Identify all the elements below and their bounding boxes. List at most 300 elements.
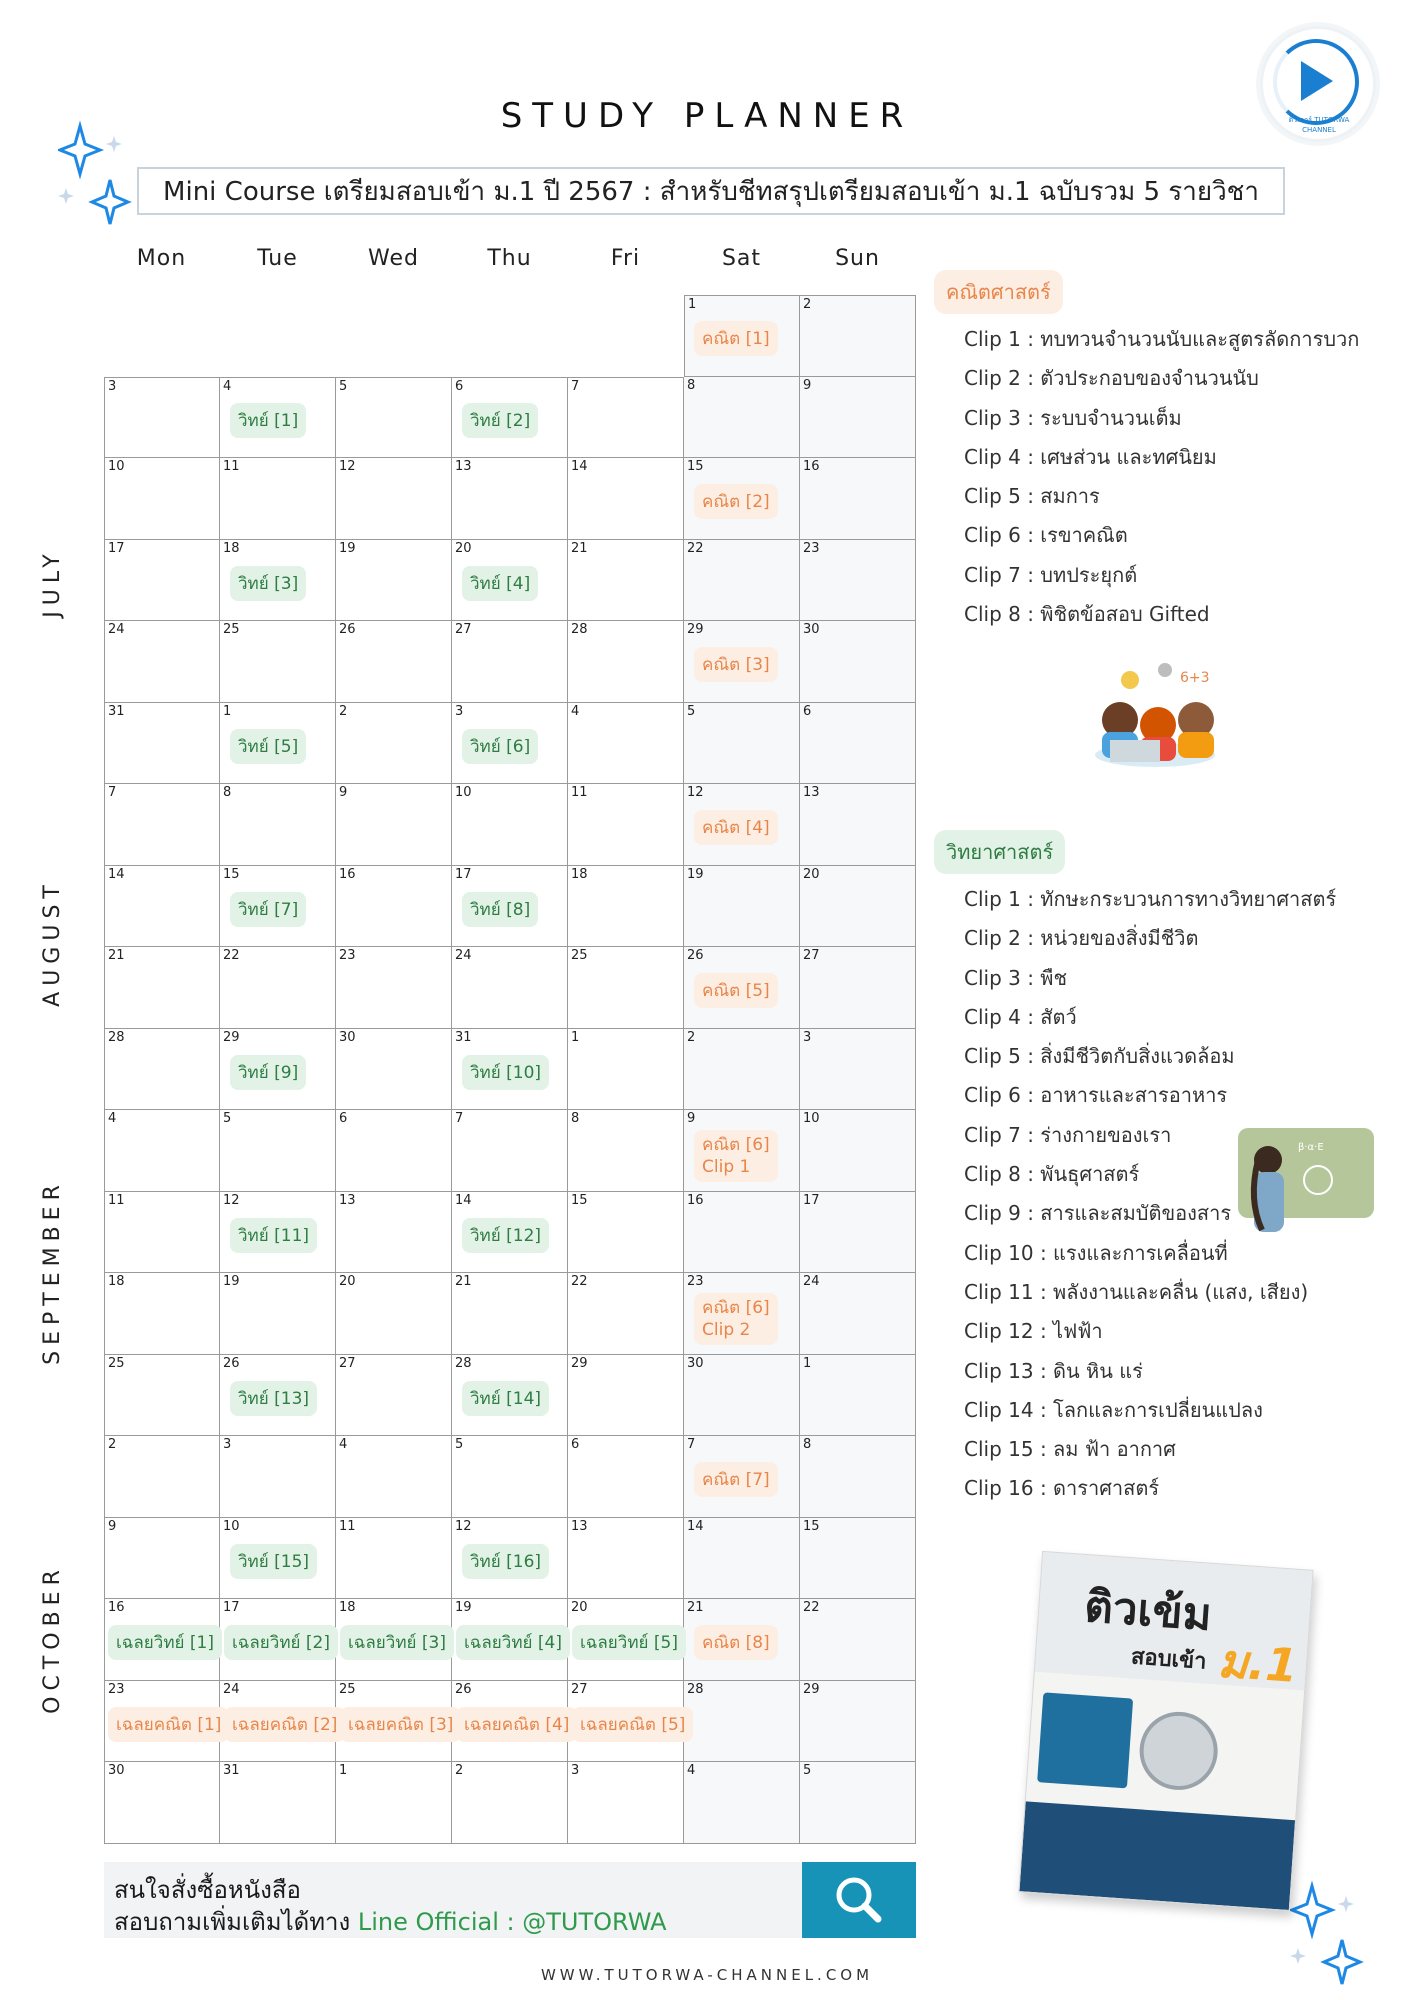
session-label: คณิต [5]: [702, 981, 770, 1001]
footer-line2-prefix: สอบถามเพิ่มเติมได้ทาง: [114, 1908, 358, 1936]
math-session-tag: [572, 1707, 693, 1742]
day-header-fri: Fri: [610, 246, 641, 271]
day-number: 6: [803, 703, 812, 719]
math-session-tag: [694, 973, 778, 1008]
session-label: วิทย์ [5]: [238, 736, 299, 757]
day-number: 15: [223, 866, 240, 882]
day-number: 5: [687, 703, 696, 719]
science-session-tag: [230, 729, 306, 764]
day-number: 9: [339, 785, 348, 800]
day-number: 31: [108, 703, 125, 719]
day-number: 11: [571, 785, 588, 800]
calendar-cell: [568, 1192, 684, 1274]
calendar-cell: [336, 1029, 452, 1111]
session-clip-label: Clip 2: [702, 1320, 751, 1340]
day-number: 1: [223, 703, 232, 719]
day-number: 9: [803, 377, 812, 393]
sparkle-icon: [58, 120, 138, 230]
math-session-tag: [694, 647, 778, 682]
session-label: วิทย์ [16]: [470, 1551, 542, 1572]
day-number: 18: [339, 1600, 356, 1615]
calendar-cell: [684, 1355, 800, 1437]
day-number: 21: [571, 540, 588, 556]
calendar-cell: [104, 1518, 220, 1600]
day-number: 12: [223, 1192, 240, 1208]
day-number: 12: [339, 459, 356, 474]
day-number: 24: [455, 948, 472, 963]
science-clip-item: Clip 3 : พืช: [964, 965, 1068, 990]
subtitle-banner: [137, 167, 1285, 215]
day-number: 13: [339, 1192, 356, 1208]
month-label-august: AUGUST: [40, 879, 65, 1007]
calendar-cell: [220, 784, 336, 866]
calendar-cell: [800, 458, 916, 540]
svg-text:6+3: 6+3: [1180, 670, 1210, 686]
session-label: คณิต [8]: [702, 1633, 770, 1653]
calendar-cell: [452, 1273, 568, 1355]
calendar-cell: [336, 784, 452, 866]
science-session-tag: [230, 1055, 306, 1090]
day-number: 10: [223, 1518, 240, 1534]
calendar-cell: [104, 1110, 220, 1192]
day-number: 2: [455, 1763, 464, 1778]
day-number: 17: [803, 1192, 820, 1208]
calendar-cell: [800, 1681, 916, 1763]
day-number: 8: [223, 785, 232, 800]
day-number: 27: [571, 1681, 588, 1697]
day-number: 27: [339, 1355, 356, 1371]
day-number: 21: [455, 1274, 472, 1289]
calendar-cell: [452, 458, 568, 540]
math-clip-item: Clip 1 : ทบทวนจำนวนนับและสูตรลัดการบวก: [964, 327, 1360, 351]
calendar-cell: [568, 1355, 684, 1437]
math-session-tag: [694, 1462, 778, 1497]
day-number: 21: [108, 948, 125, 963]
kids-studying-illustration: [1070, 640, 1240, 780]
day-number: 7: [108, 785, 117, 800]
day-number: 27: [803, 948, 820, 963]
math-session-tag: [224, 1707, 345, 1742]
calendar-cell: [104, 621, 220, 703]
day-number: 16: [108, 1600, 125, 1615]
calendar-cell: [568, 703, 684, 785]
science-clip-item: Clip 16 : ดาราศาสตร์: [964, 1476, 1160, 1501]
science-session-tag: [462, 1381, 549, 1416]
day-number: 2: [108, 1437, 117, 1452]
science-clip-item: Clip 15 : ลม ฟ้า อากาศ: [964, 1437, 1176, 1462]
day-number: 28: [455, 1355, 472, 1371]
calendar-cell: [800, 1273, 916, 1355]
calendar-cell: [800, 377, 916, 459]
calendar-cell: [568, 1436, 684, 1518]
science-session-tag: [230, 1381, 317, 1416]
session-label: วิทย์ [14]: [470, 1388, 542, 1409]
day-number: 5: [455, 1437, 464, 1452]
calendar-cell: [104, 458, 220, 540]
science-clip-item: Clip 13 : ดิน หิน แร่: [964, 1358, 1143, 1383]
day-number: 3: [108, 378, 117, 394]
day-number: 22: [687, 540, 704, 556]
math-section-title: คณิตศาสตร์: [934, 270, 1063, 314]
calendar-cell: [220, 1762, 336, 1844]
calendar-cell: [452, 1110, 568, 1192]
calendar-cell: [684, 377, 800, 459]
day-number: 7: [455, 1111, 464, 1126]
session-label: วิทย์ [4]: [470, 573, 531, 594]
day-number: 13: [571, 1518, 588, 1534]
day-number: 31: [223, 1763, 240, 1778]
session-label: เฉลยคณิต [2]: [232, 1714, 338, 1735]
math-clip-item: Clip 5 : สมการ: [964, 484, 1100, 509]
day-number: 6: [455, 378, 464, 394]
science-clip-item: Clip 8 : พันธุศาสตร์: [964, 1162, 1140, 1187]
day-number: 20: [803, 866, 820, 882]
day-number: 11: [223, 459, 240, 474]
calendar-cell: [104, 866, 220, 948]
month-label-september: SEPTEMBER: [40, 1179, 65, 1365]
calendar-cell: [800, 1599, 916, 1681]
month-label-july: JULY: [40, 548, 65, 618]
calendar-cell: [452, 947, 568, 1029]
day-number: 20: [571, 1600, 588, 1615]
day-number: 24: [803, 1274, 820, 1289]
day-number: 19: [687, 866, 704, 882]
day-number: 8: [687, 377, 696, 393]
calendar-cell: [568, 1029, 684, 1111]
calendar-cell: [568, 1110, 684, 1192]
calendar-cell: [452, 621, 568, 703]
science-section-title: วิทยาศาสตร์: [934, 830, 1065, 874]
science-clip-item: Clip 14 : โลกและการเปลี่ยนแปลง: [964, 1397, 1263, 1422]
search-icon: [802, 1862, 916, 1938]
day-number: 4: [223, 378, 232, 394]
day-number: 19: [223, 1274, 240, 1289]
play-icon: [1301, 61, 1333, 101]
calendar-cell: [568, 1273, 684, 1355]
session-label: เฉลยวิทย์ [4]: [464, 1633, 562, 1653]
session-label: วิทย์ [11]: [238, 1225, 310, 1246]
search-button[interactable]: [802, 1862, 916, 1938]
calendar-cell: [452, 1762, 568, 1844]
day-number: 4: [339, 1437, 348, 1452]
day-number: 4: [108, 1111, 117, 1126]
science-clip-item: Clip 5 : สิ่งมีชีวิตกับสิ่งแวดล้อม: [964, 1044, 1235, 1069]
day-number: 19: [339, 540, 356, 556]
calendar-cell: [336, 1110, 452, 1192]
science-session-tag: [572, 1625, 686, 1660]
day-number: 25: [571, 948, 588, 963]
calendar-cell: [684, 866, 800, 948]
science-session-tag: [230, 566, 306, 601]
session-label: เฉลยคณิต [4]: [464, 1714, 570, 1735]
science-session-tag: [230, 1218, 317, 1253]
calendar-cell: [336, 1518, 452, 1600]
calendar-cell: [568, 1762, 684, 1844]
day-number: 30: [803, 622, 820, 637]
calendar-cell: [336, 621, 452, 703]
calendar-grid: [104, 295, 916, 1843]
calendar-cell: [800, 784, 916, 866]
day-number: 14: [108, 866, 125, 882]
session-label: เฉลยคณิต [1]: [116, 1714, 222, 1735]
math-session-tag: [694, 1293, 778, 1345]
day-number: 5: [803, 1763, 812, 1778]
day-number: 18: [571, 866, 588, 882]
day-number: 23: [339, 948, 356, 963]
day-number: 12: [687, 785, 704, 800]
day-number: 14: [571, 459, 588, 474]
math-clip-item: Clip 3 : ระบบจำนวนเต็ม: [964, 405, 1182, 430]
science-clip-item: Clip 10 : แรงและการเคลื่อนที่: [964, 1240, 1228, 1265]
math-clip-item: Clip 6 : เรขาคณิต: [964, 523, 1128, 548]
calendar-cell: [336, 866, 452, 948]
book-subject-panel: [1037, 1692, 1133, 1788]
science-clip-item: Clip 2 : หน่วยของสิ่งมีชีวิต: [964, 926, 1199, 951]
day-number: 1: [688, 297, 697, 312]
calendar-cell: [220, 458, 336, 540]
logo-text: ติวเตอร์ TUTORWA CHANNEL: [1288, 116, 1350, 134]
calendar-cell: [684, 1192, 800, 1274]
calendar-cell: [684, 1681, 800, 1763]
calendar-cell: [568, 784, 684, 866]
day-header-thu: Thu: [487, 246, 532, 271]
alarm-clock-icon: [1137, 1709, 1220, 1792]
science-clip-item: Clip 4 : สัตว์: [964, 1004, 1077, 1029]
session-label: วิทย์ [7]: [238, 899, 299, 920]
calendar-cell: [800, 1518, 916, 1600]
day-number: 17: [455, 866, 472, 882]
calendar-cell: [568, 377, 684, 459]
science-session-tag: [224, 1625, 338, 1660]
day-header-wed: Wed: [368, 246, 419, 271]
day-number: 22: [223, 948, 240, 963]
math-session-tag: [694, 1130, 778, 1182]
day-number: 26: [339, 622, 356, 637]
day-number: 17: [223, 1600, 240, 1615]
science-session-tag: [462, 1544, 549, 1579]
teacher-illustration: [1228, 1120, 1378, 1240]
book-title-line3: ม.1: [1216, 1633, 1300, 1693]
calendar-cell: [800, 1436, 916, 1518]
footer-line1: สนใจสั่งซื้อหนังสือ: [114, 1876, 301, 1904]
science-clip-item: Clip 7 : ร่างกายของเรา: [964, 1122, 1172, 1147]
day-number: 16: [687, 1192, 704, 1208]
calendar-cell: [568, 866, 684, 948]
calendar-cell: [104, 947, 220, 1029]
day-header-mon: Mon: [136, 246, 187, 271]
day-number: 28: [687, 1681, 704, 1697]
science-clip-item: Clip 11 : พลังงานและคลื่น (แสง, เสียง): [964, 1279, 1309, 1304]
session-label: คณิต [1]: [702, 329, 770, 349]
day-number: 10: [108, 459, 125, 474]
day-number: 8: [571, 1111, 580, 1126]
day-number: 30: [108, 1763, 125, 1778]
calendar-cell: [104, 1029, 220, 1111]
day-number: 13: [803, 785, 820, 800]
calendar-cell: [800, 621, 916, 703]
session-label: เฉลยคณิต [5]: [580, 1714, 686, 1735]
day-number: 23: [803, 540, 820, 556]
math-clip-item: Clip 8 : พิชิตข้อสอบ Gifted: [964, 602, 1210, 627]
calendar-cell: [336, 1762, 452, 1844]
session-label: วิทย์ [15]: [238, 1551, 310, 1572]
day-number: 29: [687, 622, 704, 637]
calendar-cell: [684, 1518, 800, 1600]
session-label: วิทย์ [9]: [238, 1062, 299, 1083]
science-session-tag: [462, 1218, 549, 1253]
science-session-tag: [230, 892, 306, 927]
calendar-cell: [800, 1192, 916, 1274]
day-number: 11: [108, 1192, 125, 1208]
calendar-cell: [568, 1518, 684, 1600]
day-number: 2: [687, 1029, 696, 1045]
session-label: วิทย์ [2]: [470, 410, 531, 431]
day-number: 15: [803, 1518, 820, 1534]
day-number: 17: [108, 540, 125, 556]
day-number: 30: [339, 1029, 356, 1045]
calendar-cell: [684, 703, 800, 785]
session-label: คณิต [2]: [702, 492, 770, 512]
math-session-tag: [694, 810, 778, 845]
day-header-sat: Sat: [721, 246, 762, 271]
day-header-sun: Sun: [835, 246, 880, 271]
science-session-tag: [108, 1625, 222, 1660]
session-clip-label: Clip 1: [702, 1157, 751, 1177]
day-number: 3: [803, 1029, 812, 1045]
calendar-cell: [220, 1436, 336, 1518]
day-number: 11: [339, 1518, 356, 1534]
calendar-cell: [336, 540, 452, 622]
calendar-cell: [800, 866, 916, 948]
calendar-cell: [336, 703, 452, 785]
math-clip-item: Clip 4 : เศษส่วน และทศนิยม: [964, 444, 1217, 469]
calendar-cell: [336, 947, 452, 1029]
day-number: 30: [687, 1355, 704, 1371]
science-session-tag: [456, 1625, 570, 1660]
science-session-tag: [230, 1544, 317, 1579]
footer-line2: [114, 1902, 667, 1941]
day-number: 2: [339, 703, 348, 719]
session-label: เฉลยคณิต [3]: [348, 1714, 454, 1735]
day-number: 28: [108, 1029, 125, 1045]
session-label: วิทย์ [6]: [470, 736, 531, 757]
website-url[interactable]: WWW.TUTORWA-CHANNEL.COM: [540, 1966, 874, 1984]
day-number: 5: [339, 378, 348, 394]
day-number: 14: [687, 1518, 704, 1534]
day-number: 1: [571, 1029, 580, 1045]
science-session-tag: [340, 1625, 454, 1660]
day-number: 7: [687, 1437, 696, 1452]
day-number: 26: [455, 1681, 472, 1697]
calendar-cell: [800, 1110, 916, 1192]
science-session-tag: [230, 403, 306, 438]
day-number: 28: [571, 622, 588, 637]
line-official-link[interactable]: Line Official : @TUTORWA: [357, 1908, 667, 1936]
day-number: 7: [571, 378, 580, 394]
math-clip-item: Clip 2 : ตัวประกอบของจำนวนนับ: [964, 366, 1259, 391]
science-session-tag: [462, 403, 538, 438]
day-number: 21: [687, 1600, 704, 1615]
calendar-cell: [800, 540, 916, 622]
session-label: คณิต [7]: [702, 1470, 770, 1490]
day-number: 3: [455, 703, 464, 719]
day-number: 20: [455, 540, 472, 556]
day-number: 16: [339, 866, 356, 882]
calendar-cell: [800, 1762, 916, 1844]
svg-text:β·α·E: β·α·E: [1298, 1142, 1324, 1153]
math-clip-item: Clip 7 : บทประยุกต์: [964, 562, 1138, 587]
session-label: วิทย์ [12]: [470, 1225, 542, 1246]
session-label: วิทย์ [1]: [238, 410, 299, 431]
science-session-tag: [462, 892, 538, 927]
day-number: 29: [223, 1029, 240, 1045]
calendar-cell: [104, 703, 220, 785]
calendar-cell: [104, 1355, 220, 1437]
calendar-cell: [220, 1273, 336, 1355]
calendar-cell: [104, 540, 220, 622]
session-label: คณิต [6]: [702, 1298, 770, 1318]
calendar-cell: [800, 1355, 916, 1437]
day-number: 3: [223, 1437, 232, 1452]
calendar-cell: [568, 540, 684, 622]
day-number: 12: [455, 1518, 472, 1534]
day-number: 20: [339, 1274, 356, 1289]
day-number: 4: [571, 703, 580, 719]
session-label: คณิต [4]: [702, 818, 770, 838]
book-cover: [1018, 1551, 1313, 1911]
science-clip-item: Clip 12 : ไฟฟ้า: [964, 1319, 1103, 1344]
session-label: เฉลยวิทย์ [2]: [232, 1633, 330, 1653]
day-number: 10: [803, 1111, 820, 1126]
science-clip-item: Clip 9 : สารและสมบัติของสาร: [964, 1201, 1232, 1226]
day-number: 29: [803, 1681, 820, 1697]
calendar-cell: [104, 1192, 220, 1274]
calendar-cell: [684, 540, 800, 622]
session-label: คณิต [6]: [702, 1135, 770, 1155]
math-session-tag: [694, 1625, 778, 1660]
day-number: 22: [803, 1600, 820, 1615]
day-number: 25: [223, 622, 240, 637]
day-number: 22: [571, 1274, 588, 1289]
day-number: 15: [687, 459, 704, 474]
day-number: 24: [223, 1681, 240, 1697]
science-session-tag: [462, 729, 538, 764]
subtitle-text: Mini Course เตรียมสอบเข้า ม.1 ปี 2567 : สำหรับชีทสรุปเตรียมสอบเข้า ม.1 ฉบับรวม 5 รายวิชา: [163, 176, 1259, 207]
session-label: วิทย์ [8]: [470, 899, 531, 920]
book-title-line2: สอบเข้า: [1130, 1644, 1208, 1675]
calendar-cell: [800, 1029, 916, 1111]
calendar-cell: [220, 1110, 336, 1192]
calendar-cell: [336, 377, 452, 459]
day-number: 31: [455, 1029, 472, 1045]
day-number: 29: [571, 1355, 588, 1371]
math-session-tag: [108, 1707, 229, 1742]
day-number: 19: [455, 1600, 472, 1615]
day-number: 9: [687, 1111, 696, 1126]
calendar-cell: [104, 784, 220, 866]
calendar-cell: [568, 621, 684, 703]
day-number: 25: [339, 1681, 356, 1697]
session-label: วิทย์ [3]: [238, 573, 299, 594]
session-label: เฉลยวิทย์ [5]: [580, 1633, 678, 1653]
math-clip-list: [964, 320, 1359, 634]
page-title: STUDY PLANNER: [500, 96, 914, 136]
calendar-cell: [336, 1192, 452, 1274]
day-number: 8: [803, 1437, 812, 1452]
math-session-tag: [694, 484, 778, 519]
day-number: 23: [108, 1681, 125, 1697]
session-label: วิทย์ [10]: [470, 1062, 542, 1083]
